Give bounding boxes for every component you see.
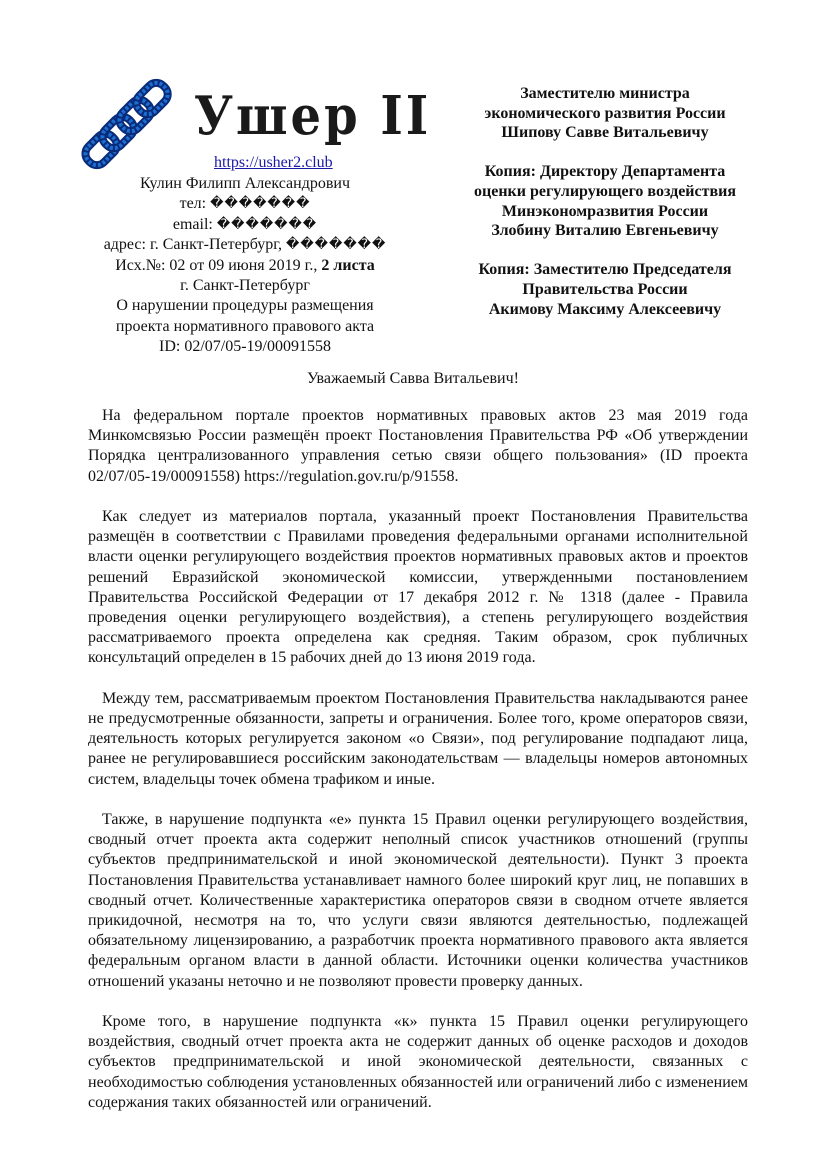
ref-prefix: Исх.№: 02 от 09 июня 2019 г., [115, 256, 318, 274]
project-id: ID: 02/07/05-19/00091558 [159, 338, 331, 356]
addressee-line: Шипову Савве Витальевичу [501, 124, 709, 142]
address-label: адрес: г. Санкт-Петербург, [103, 236, 282, 254]
outgoing-ref [70, 256, 420, 276]
subject-line-1: О нарушении процедуры размещения [116, 297, 374, 315]
body-paragraph: Кроме того, в нарушение подпункта «к» пункта 15 Правил оценки регулирующего воздействия, сводный отчет проекта акта не содержит данных об оценке расходов и доходов субъектов предпринимательской и иной экономической деятельности, связанных с необходимостью соблюдения установленных обязанностей или ограничений либо с изменением содержания таких обязанностей или ограничений. [88, 1013, 748, 1111]
addressee-line: Заместителю министра [520, 85, 690, 102]
addressee-line: экономического развития России [484, 104, 726, 122]
addressee-line: Минэкономразвития России [501, 202, 709, 220]
logo-wordmark: Ушер II [194, 84, 432, 148]
sender-block [70, 174, 420, 358]
body-paragraph: Также, в нарушение подпункта «е» пункта 15 Правил оценки регулирующего воздействия, сводный отчет проекта акта содержит неполный список участников отношений (группы субъектов предпринимательской и иной экономической деятельности). Пункт 3 проекта Постановления Правительства устанавливает намного более широкий круг лиц, не попавших в сводный отчет. Количественные характеристика операторов связи в сводном отчете является прикидочной, несмотря на то, что услуги связи являются деятельностью, подлежащей обязательному лицензированию, а разработчик проекта нормативного правового акта является федеральным органом власти в данной области. Источники оценки количества участников отношений указаны неточно и не позволяют провести проверку данных. [88, 811, 748, 990]
subject-line-2: проекта нормативного правового акта [115, 317, 375, 335]
body-paragraph: На федеральном портале проектов нормативных правовых актов 23 мая 2019 года Минкомсвязью России размещён проект Постановления Правительства РФ «Об утверждении Порядка централизованного управления сетью связи общего пользования» (ID проекта 02/07/05-19/00091558) https://regulation.gov.ru/p/91558. [88, 407, 748, 485]
redacted-phone: ������� [210, 196, 311, 212]
sender-city: г. Санкт-Петербург [180, 277, 310, 295]
sender-name: Кулин Филипп Александрович [139, 175, 351, 192]
redacted-address: ������� [286, 237, 387, 253]
sender-email [70, 215, 420, 235]
email-label: email: [172, 215, 213, 233]
sender-address [70, 235, 420, 255]
phone-label: тел: [179, 195, 207, 213]
redacted-email: ������� [216, 216, 318, 232]
addressee-line: Злобину Виталию Евгеньевичу [491, 222, 719, 240]
addressee-copy-2 [440, 260, 770, 319]
ref-sheets: 2 листа [321, 256, 375, 274]
addressee-line: Правительства России [522, 280, 688, 298]
addressee-line: Акимову Максиму Алексеевичу [488, 300, 722, 318]
addressee-line: оценки регулирующего воздействия [474, 182, 736, 200]
body-paragraph: Между тем, рассматриваемым проектом Постановления Правительства накладываются ранее не предусмотренные обязанности, запреты и ограничения. Более того, кроме операторов связи, деятельность которых регулируется законом «о Связи», под регулирование подпадают лица, ранее не регулировавшиеся российским законодательствам — владельцы номеров автономных систем, владельцы точек обмена трафиком и иные. [88, 689, 748, 788]
chain-logo-icon [80, 76, 176, 172]
addressee-block [440, 84, 770, 339]
addressee-primary [440, 84, 770, 143]
addressee-copy-1 [440, 162, 770, 240]
addressee-line: Копия: Директору Департамента [484, 163, 726, 181]
greeting: Уважаемый Савва Витальевич! [307, 370, 519, 387]
letter-body [88, 406, 748, 1133]
site-link[interactable]: https://usher2.club [214, 154, 333, 171]
sender-phone [70, 194, 420, 214]
body-paragraph: Как следует из материалов портала, указанный проект Постановления Правительства размещён в соответствии с Правилами проведения федеральными органами исполнительной власти оценки регулирующего воздействия проектов нормативных правовых актов и проектов решений Евразийской экономической комиссии, утвержденными постановлением Правительства Российской Федерации от 17 декабря 2012 г. № 1318 (далее - Правила проведения оценки регулирующего воздействия), а степень регулирующего воздействия рассматриваемого проекта определена как средняя. Таким образом, срок публичных консультаций определен в 15 рабочих дней до 13 июня 2019 года. [88, 508, 748, 667]
addressee-line: Копия: Заместителю Председателя [478, 261, 732, 279]
